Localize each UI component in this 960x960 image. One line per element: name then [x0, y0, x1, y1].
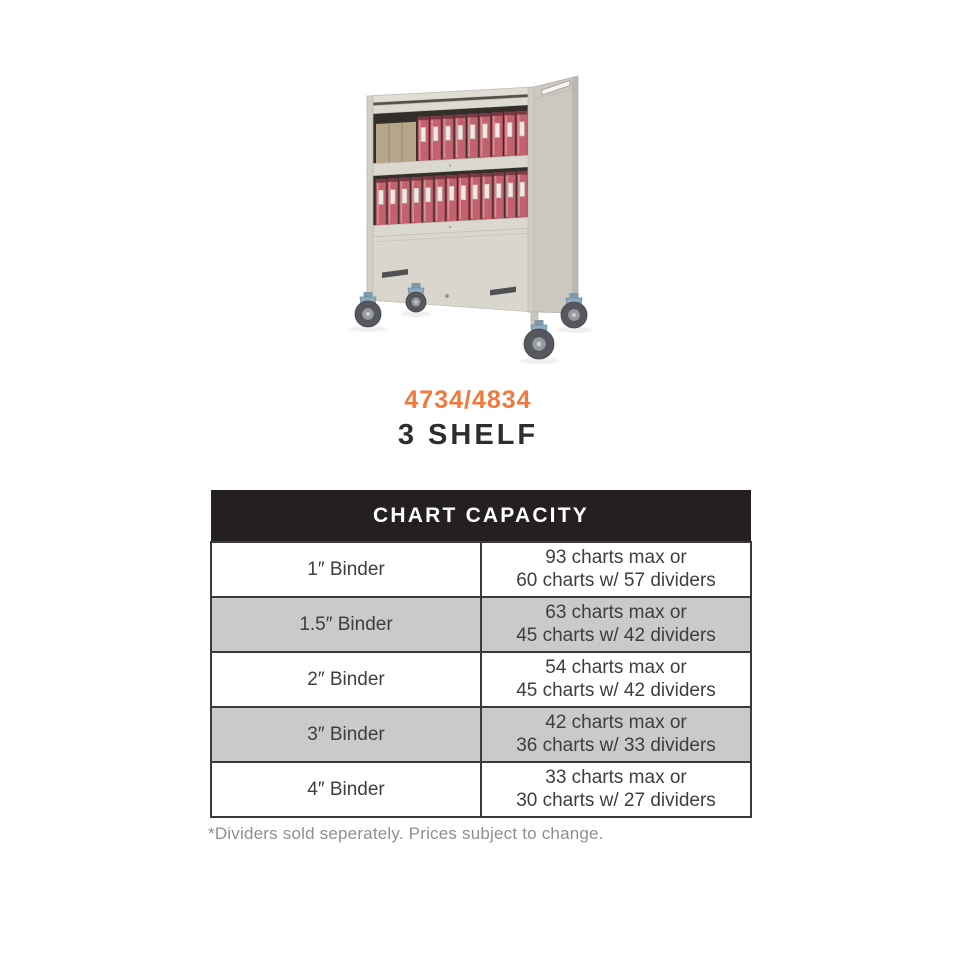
binder — [400, 178, 410, 224]
binder — [517, 111, 528, 155]
binder — [467, 114, 478, 158]
table-row — [211, 762, 751, 817]
binder — [504, 112, 515, 156]
binder — [376, 179, 386, 225]
cart-top-shelf — [373, 105, 531, 164]
cabinet-lock — [445, 294, 449, 298]
capacity-line-1: 42 charts max or — [545, 712, 687, 734]
binder — [430, 116, 441, 160]
caster-wheel — [519, 320, 559, 364]
footnote: *Dividers sold seperately. Prices subject to change. — [208, 824, 604, 843]
capacity-cell — [481, 542, 751, 597]
binder — [494, 173, 504, 219]
product-image — [320, 62, 640, 382]
capacity-cell — [481, 707, 751, 762]
table-title: CHART CAPACITY — [211, 490, 751, 542]
capacity-line-1: 33 charts max or — [545, 767, 687, 789]
capacity-line-2: 36 charts w/ 33 dividers — [516, 734, 716, 756]
binder — [435, 176, 445, 222]
binder-size-cell: 1.5″ Binder — [211, 597, 481, 652]
cart-right-post — [528, 87, 534, 312]
binder — [470, 174, 480, 220]
table-row — [211, 652, 751, 707]
table-row — [211, 542, 751, 597]
binder — [447, 175, 457, 221]
binder-size-cell: 4″ Binder — [211, 762, 481, 817]
capacity-line-2: 45 charts w/ 42 dividers — [516, 679, 716, 701]
binder — [443, 116, 454, 160]
binder — [482, 173, 492, 219]
binder — [418, 117, 429, 161]
binder-size-cell: 1″ Binder — [211, 542, 481, 597]
binder — [455, 115, 466, 159]
binder — [458, 175, 468, 221]
capacity-line-1: 93 charts max or — [545, 547, 687, 569]
product-model: 4734/4834 — [404, 386, 532, 414]
binder-size-cell: 3″ Binder — [211, 707, 481, 762]
capacity-line-1: 63 charts max or — [545, 602, 687, 624]
cart-side-panel — [534, 76, 578, 314]
table-header-row — [211, 490, 751, 542]
binder — [411, 177, 421, 223]
capacity-cell — [481, 762, 751, 817]
binder — [480, 113, 491, 157]
top-shelf-binders — [418, 111, 527, 161]
table-row — [211, 707, 751, 762]
capacity-line-1: 54 charts max or — [545, 657, 687, 679]
cart-bottom-cabinet — [367, 228, 534, 312]
capacity-line-2: 30 charts w/ 27 dividers — [516, 789, 716, 811]
product-name: 3 SHELF — [397, 419, 539, 451]
binder — [388, 179, 398, 225]
cart-middle-shelf — [373, 167, 531, 226]
table-row — [211, 597, 751, 652]
cart-left-post — [367, 96, 373, 301]
chart-capacity-table — [210, 490, 752, 818]
capacity-line-2: 60 charts w/ 57 dividers — [516, 569, 716, 591]
chart-cart-illustration — [320, 62, 640, 382]
binder-size-cell: 2″ Binder — [211, 652, 481, 707]
divider-box — [376, 122, 416, 164]
capacity-line-2: 45 charts w/ 42 dividers — [516, 624, 716, 646]
capacity-cell — [481, 652, 751, 707]
binder — [517, 171, 527, 217]
binder — [505, 172, 515, 218]
capacity-cell — [481, 597, 751, 652]
binder — [492, 113, 503, 157]
binder — [423, 177, 433, 223]
